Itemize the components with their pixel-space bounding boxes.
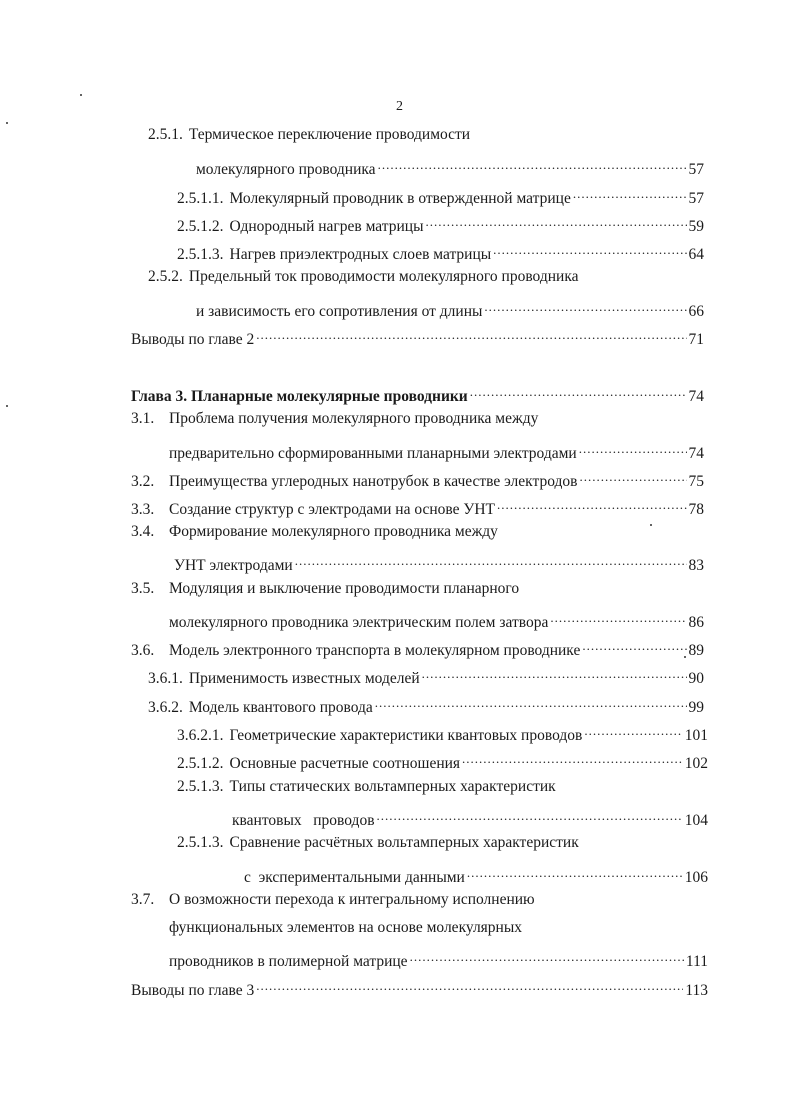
toc-entry-title: Нагрев приэлектродных слоев матрицы [229, 246, 492, 263]
scan-speck [684, 656, 686, 658]
dot-leader [467, 862, 683, 882]
toc-entry-title: Основные расчетные соотношения [229, 755, 461, 772]
toc-entry-title: Молекулярный проводник в отвержденной матрице [229, 190, 571, 207]
toc-entry-conclusions-ch3[interactable] [131, 975, 708, 999]
dot-leader [582, 635, 686, 655]
toc-entry-3-6-2-2[interactable] [177, 748, 708, 772]
toc-entry-2-5-2[interactable] [196, 296, 704, 320]
dot-leader [579, 466, 686, 486]
toc-entry-title: предварительно сформированными планарными электродами [169, 445, 577, 462]
toc-entry-2-5-1-heading[interactable] [148, 125, 470, 145]
toc-entry-title: квантовых проводов [232, 812, 375, 829]
toc-entry-number: 2.5.1.3. [177, 834, 224, 851]
dot-leader [493, 239, 686, 259]
toc-entry-3-5-heading[interactable] [131, 579, 519, 599]
toc-entry-page: 106 [684, 869, 708, 886]
toc-entry-3-6-2-4-heading[interactable] [177, 833, 579, 853]
toc-entry-title: Геометрические характеристики квантовых проводов [229, 727, 583, 744]
toc-entry-2-5-1-1[interactable] [177, 183, 704, 207]
toc-entry-3-1-heading[interactable] [131, 409, 538, 429]
toc-entry-title: Сравнение расчётных вольтамперных характеристик [229, 834, 579, 851]
toc-entry-3-6[interactable] [131, 635, 704, 659]
toc-entry-number: 3.7. [131, 891, 155, 908]
toc-entry-page: 71 [688, 331, 704, 348]
toc-entry-conclusions-ch2[interactable] [131, 324, 704, 348]
toc-entry-page: 57 [688, 190, 704, 207]
toc-entry-number: 2.5.1.1. [177, 190, 224, 207]
dot-leader [462, 748, 683, 768]
toc-entry-title: УНТ электродами [174, 557, 293, 574]
toc-entry-number: 3.3. [131, 501, 155, 518]
toc-entry-title: функциональных элементов на основе молекулярных [169, 919, 523, 936]
page-number: 2 [396, 99, 403, 114]
toc-entry-3-6-2[interactable] [148, 692, 704, 716]
toc-entry-number: 2.5.1.2. [177, 755, 224, 772]
toc-entry-title: Однородный нагрев матрицы [229, 218, 424, 235]
toc-entry-page: 86 [688, 614, 704, 631]
dot-leader [256, 975, 683, 995]
toc-entry-page: 74 [688, 445, 704, 462]
toc-entry-3-3[interactable] [131, 494, 704, 518]
toc-entry-title: Термическое переключение проводимости [188, 126, 471, 143]
toc-entry-page: 113 [685, 982, 708, 999]
toc-entry-title: с экспериментальными данными [244, 869, 465, 886]
toc-entry-page: 99 [688, 699, 704, 716]
toc-entry-page: 57 [688, 161, 704, 178]
toc-entry-3-7-line2[interactable] [169, 918, 522, 938]
toc-entry-page: 104 [684, 812, 708, 829]
toc-entry-number: 2.5.1. [148, 126, 183, 143]
toc-entry-title: Предельный ток проводимости молекулярного проводника [188, 268, 579, 285]
toc-entry-page: 75 [688, 473, 704, 490]
toc-entry-page: 111 [685, 953, 708, 970]
toc-entry-3-7-heading[interactable] [131, 890, 535, 910]
toc-entry-page: 64 [688, 246, 704, 263]
dot-leader [573, 183, 687, 203]
toc-entry-number: 3.6.2. [148, 699, 183, 716]
toc-entry-3-4-heading[interactable] [131, 522, 498, 542]
toc-entry-3-6-2-1[interactable] [177, 720, 708, 744]
toc-entry-page: 74 [688, 388, 704, 405]
toc-entry-title: Модель квантового провода [188, 699, 373, 716]
dot-leader [410, 946, 684, 966]
toc-entry-3-6-2-3-heading[interactable] [177, 777, 556, 797]
scan-speck [6, 122, 8, 124]
toc-entry-3-5[interactable] [169, 607, 704, 631]
toc-entry-page: 102 [684, 755, 708, 772]
toc-entry-number: 3.2. [131, 473, 155, 490]
toc-entry-number: 2.5.1.3. [177, 778, 224, 795]
toc-entry-3-7[interactable] [169, 946, 708, 970]
toc-entry-number: 2.5.1.2. [177, 218, 224, 235]
toc-entry-title: Преимущества углеродных нанотрубок в качестве электродов [169, 473, 578, 490]
toc-entry-title: О возможности перехода к интегральному исполнению [169, 891, 535, 908]
toc-entry-chapter-3[interactable] [131, 381, 704, 405]
dot-leader [377, 805, 683, 825]
dot-leader [584, 720, 682, 740]
toc-entry-number: 3.5. [131, 580, 155, 597]
dot-leader [422, 663, 687, 683]
toc-entry-2-5-1-3[interactable] [177, 239, 704, 263]
toc-entry-page: 59 [688, 218, 704, 235]
toc-entry-title: Модуляция и выключение проводимости планарного [169, 580, 520, 597]
scan-speck [6, 405, 8, 407]
toc-entry-title: Применимость известных моделей [188, 670, 420, 687]
toc-entry-page: 101 [684, 727, 708, 744]
toc-entry-3-6-1[interactable] [148, 663, 704, 687]
toc-entry-3-4[interactable] [174, 550, 704, 574]
dot-leader [295, 550, 687, 570]
toc-entry-title: Выводы по главе 3 [131, 982, 255, 999]
toc-entry-2-5-1-2[interactable] [177, 211, 704, 235]
dot-leader [378, 154, 687, 174]
toc-entry-number: 3.6. [131, 642, 155, 659]
toc-entry-title: Формирование молекулярного проводника между [169, 523, 498, 540]
toc-entry-number: 2.5.2. [148, 268, 183, 285]
dot-leader [426, 211, 687, 231]
toc-entry-title: молекулярного проводника электрическим полем затвора [169, 614, 549, 631]
toc-entry-title: проводников в полимерной матрице [169, 953, 408, 970]
toc-entry-page: 83 [688, 557, 704, 574]
toc-entry-page: 89 [688, 642, 704, 659]
dot-leader [470, 381, 687, 401]
dot-leader [256, 324, 686, 344]
toc-entry-title: Выводы по главе 2 [131, 331, 255, 348]
scan-speck [80, 94, 82, 96]
toc-entry-number: 3.1. [131, 410, 155, 427]
dot-leader [497, 494, 686, 514]
toc-entry-3-2[interactable] [131, 466, 704, 490]
toc-entry-number: 3.6.1. [148, 670, 183, 687]
toc-entry-title: Создание структур с электродами на основе УНТ [169, 501, 496, 518]
toc-entry-title: Типы статических вольтамперных характеристик [229, 778, 556, 795]
toc-entry-title: и зависимость его сопротивления от длины [196, 303, 483, 320]
toc-entry-page: 66 [688, 303, 704, 320]
toc-entry-page: 90 [688, 670, 704, 687]
toc-entry-number: 3.6.2.1. [177, 727, 224, 744]
scan-speck [650, 524, 652, 526]
toc-entry-number: 3.4. [131, 523, 155, 540]
dot-leader [484, 296, 686, 316]
toc-entry-page: 78 [688, 501, 704, 518]
toc-entry-title: Проблема получения молекулярного проводника между [169, 410, 539, 427]
toc-entry-3-6-2-3[interactable] [232, 805, 708, 829]
toc-entry-3-1[interactable] [169, 438, 704, 462]
toc-chapter-title: Глава 3. Планарные молекулярные проводники [131, 388, 468, 405]
toc-entry-title: Модель электронного транспорта в молекулярном проводнике [169, 642, 581, 659]
dot-leader [550, 607, 686, 627]
dot-leader [579, 438, 687, 458]
toc-entry-2-5-2-heading[interactable] [148, 267, 579, 287]
dot-leader [375, 692, 687, 712]
toc-entry-2-5-1[interactable] [196, 154, 704, 178]
toc-entry-3-6-2-4[interactable] [244, 862, 708, 886]
toc-entry-number: 2.5.1.3. [177, 246, 224, 263]
toc-entry-title: молекулярного проводника [196, 161, 376, 178]
